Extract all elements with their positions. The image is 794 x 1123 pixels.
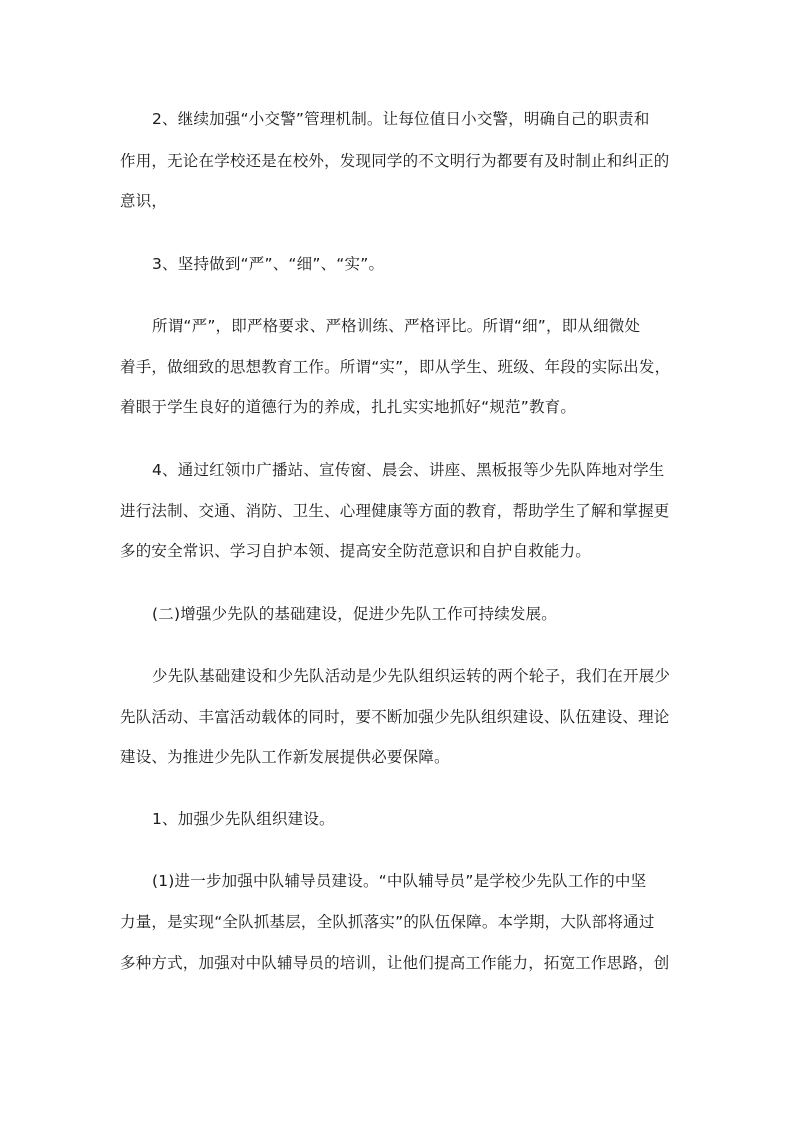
paragraph-line: 着手，做细致的思想教育工作。所谓“实”，即从学生、班级、年段的实际出发， bbox=[120, 358, 671, 376]
paragraph-line: 进行法制、交通、消防、卫生、心理健康等方面的教育，帮助学生了解和掌握更 bbox=[120, 502, 670, 520]
section-heading: (二)增强少先队的基础建设，促进少先队工作可持续发展。 bbox=[152, 605, 557, 623]
paragraph-line: 建设、为推进少先队工作新发展提供必要保障。 bbox=[120, 748, 450, 766]
paragraph-line: 多的安全常识、学习自护本领、提高安全防范意识和自护自救能力。 bbox=[120, 542, 592, 560]
paragraph-line: 着眼于学生良好的道德行为的养成，扎扎实实地抓好“规范”教育。 bbox=[120, 398, 577, 416]
paragraph-line: 意识， bbox=[120, 192, 168, 210]
paragraph-line: (1)进一步加强中队辅导员建设。“中队辅导员”是学校少先队工作的中坚 bbox=[152, 872, 647, 890]
paragraph-line: 4、通过红领巾广播站、宣传窗、晨会、讲座、黑板报等少先队阵地对学生 bbox=[152, 461, 665, 479]
paragraph-line: 3、坚持做到“严”、“细”、“实”。 bbox=[152, 255, 385, 273]
paragraph-line: 力量，是实现“全队抓基层，全队抓落实”的队伍保障。本学期，大队部将通过 bbox=[120, 913, 655, 931]
paragraph-line: 多种方式，加强对中队辅导员的培训，让他们提高工作能力，拓宽工作思路，创 bbox=[120, 954, 670, 972]
paragraph-line: 先队活动、丰富活动载体的同时，要不断加强少先队组织建设、队伍建设、理论 bbox=[120, 708, 670, 726]
paragraph-line: 少先队基础建设和少先队活动是少先队组织运转的两个轮子，我们在开展少 bbox=[152, 667, 671, 685]
paragraph-line: 2、继续加强“小交警”管理机制。让每位值日小交警，明确自己的职责和 bbox=[152, 110, 650, 128]
paragraph-line: 所谓“严”，即严格要求、严格训练、严格评比。所谓“细”，即从细微处 bbox=[152, 317, 641, 335]
subsection-heading: 1、加强少先队组织建设。 bbox=[152, 810, 335, 828]
paragraph-line: 作用，无论在学校还是在校外，发现同学的不文明行为都要有及时制止和纠正的 bbox=[120, 152, 670, 170]
